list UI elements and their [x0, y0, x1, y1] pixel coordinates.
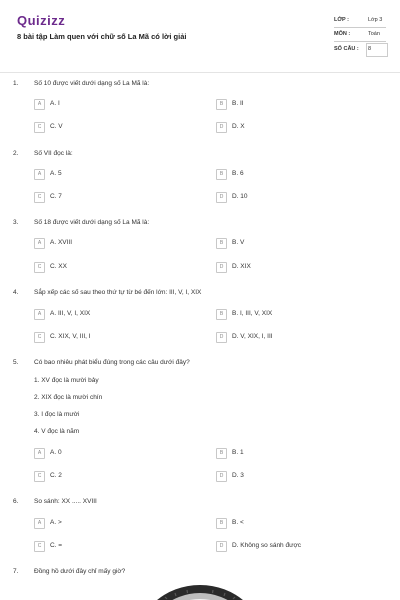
question-number: 3.	[13, 219, 19, 226]
worksheet-header	[0, 0, 400, 72]
statement-3: 3. I đọc là mười	[34, 411, 80, 418]
class-meta	[334, 17, 394, 23]
option-letter-box: B	[216, 99, 227, 110]
option-letter-box: C	[34, 541, 45, 552]
statement-1: 1. XV đọc là mười bảy	[34, 377, 99, 384]
option-text: C. XX	[50, 263, 67, 270]
option-letter-box: D	[216, 471, 227, 482]
clock-image	[135, 583, 265, 600]
option-letter-box: B	[216, 309, 227, 320]
option-text: B. V	[232, 239, 245, 246]
option-letter-box: C	[34, 262, 45, 273]
option-text: D. XIX	[232, 263, 251, 270]
question-number: 4.	[13, 289, 19, 296]
option-letter-box: A	[34, 169, 45, 180]
option-text: A. 0	[50, 449, 62, 456]
subject-meta	[334, 31, 394, 37]
clock-icon	[135, 583, 265, 600]
header-divider	[0, 72, 400, 73]
question-text: So sánh: XX ..... XVIII	[34, 498, 97, 505]
option-text: C. V	[50, 123, 63, 130]
option-text: B. 6	[232, 170, 244, 177]
subject-underline	[334, 41, 386, 42]
option-text: A. XVIII	[50, 239, 73, 246]
option-text: C. 7	[50, 193, 62, 200]
subject-label: MÔN :	[334, 31, 351, 37]
option-text: D. 3	[232, 472, 244, 479]
option-text: A. III, V, I, XIX	[50, 310, 91, 317]
option-text: D. Không so sánh được	[232, 542, 301, 549]
option-text: C. XIX, V, III, I	[50, 333, 91, 340]
question-number: 1.	[13, 80, 19, 87]
option-letter-box: A	[34, 448, 45, 459]
option-text: B. 1	[232, 449, 244, 456]
subject-value: Toán	[368, 31, 380, 37]
worksheet-title: 8 bài tập Làm quen với chữ số La Mã có lời giải	[17, 32, 187, 41]
option-letter-box: A	[34, 309, 45, 320]
option-letter-box: B	[216, 448, 227, 459]
class-label: LỚP :	[334, 17, 349, 23]
question-text: Số 10 được viết dưới dạng số La Mã là:	[34, 80, 150, 87]
question-number: 5.	[13, 359, 19, 366]
question-number: 2.	[13, 150, 19, 157]
question-text: Đồng hồ dưới đây chỉ mấy giờ?	[34, 568, 126, 575]
option-text: C. =	[50, 542, 63, 549]
option-text: C. 2	[50, 472, 62, 479]
statement-4: 4. V đọc là năm	[34, 428, 80, 435]
count-label: SỐ CÂU :	[334, 46, 359, 52]
option-text: B. <	[232, 519, 244, 526]
option-letter-box: D	[216, 122, 227, 133]
option-letter-box: A	[34, 99, 45, 110]
option-text: B. I, III, V, XIX	[232, 310, 273, 317]
question-number: 6.	[13, 498, 19, 505]
option-letter-box: A	[34, 238, 45, 249]
question-text: Số VII đọc là:	[34, 150, 73, 157]
option-letter-box: B	[216, 518, 227, 529]
option-letter-box: D	[216, 192, 227, 203]
option-letter-box: C	[34, 122, 45, 133]
option-text: A. 5	[50, 170, 62, 177]
question-text: Số 18 được viết dưới dạng số La Mã là:	[34, 219, 150, 226]
class-underline	[334, 27, 386, 28]
option-letter-box: A	[34, 518, 45, 529]
option-text: B. II	[232, 100, 244, 107]
question-text: Có bao nhiêu phát biểu đúng trong các câu dưới đây?	[34, 359, 190, 366]
count-box	[366, 43, 388, 57]
option-letter-box: B	[216, 238, 227, 249]
option-text: D. V, XIX, I, III	[232, 333, 273, 340]
option-text: D. X	[232, 123, 245, 130]
option-letter-box: D	[216, 332, 227, 343]
option-text: A. I	[50, 100, 60, 107]
statement-2: 2. XIX đọc là mười chín	[34, 394, 103, 401]
option-text: D. 10	[232, 193, 248, 200]
option-letter-box: C	[34, 332, 45, 343]
option-letter-box: C	[34, 192, 45, 203]
option-letter-box: B	[216, 169, 227, 180]
option-text: A. >	[50, 519, 62, 526]
option-letter-box: D	[216, 541, 227, 552]
count-value: 8	[368, 46, 372, 52]
option-letter-box: D	[216, 262, 227, 273]
class-value: Lớp 3	[368, 17, 383, 23]
question-text: Sắp xếp các số sau theo thứ tự từ bé đến lớn: III, V, I, XIX	[34, 289, 202, 296]
question-number: 7.	[13, 568, 19, 575]
option-letter-box: C	[34, 471, 45, 482]
quizizz-logo: Quizizz	[17, 13, 66, 28]
